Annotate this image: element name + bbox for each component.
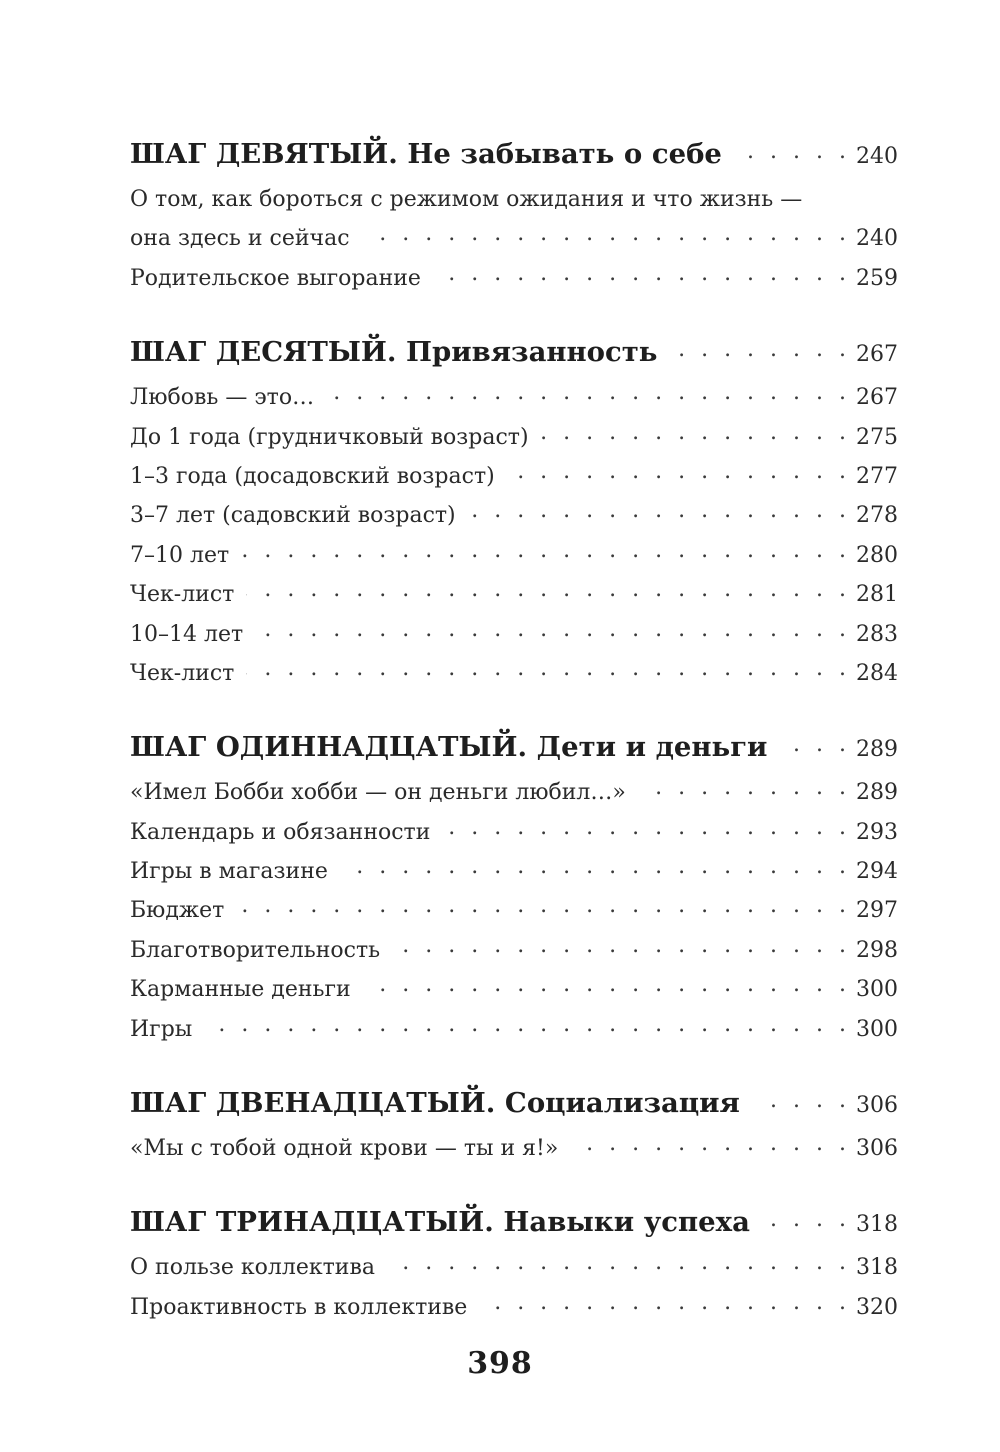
dot-leader: [779, 734, 846, 756]
page-number: 240: [856, 226, 898, 252]
entry-title: Проактивность в коллективе: [130, 1294, 468, 1320]
page-number: 318: [856, 1255, 898, 1281]
dot-leader: [442, 817, 846, 839]
toc-entry[interactable]: [130, 1288, 898, 1327]
toc-section-step-13: [130, 1196, 898, 1327]
dot-leader: [387, 1252, 846, 1274]
page-number: 281: [856, 582, 898, 608]
entry-title: Любовь — это…: [130, 385, 315, 411]
dot-leader: [669, 339, 846, 361]
entry-title: О пользе коллектива: [130, 1255, 375, 1281]
entry-title: 3–7 лет (садовский возраст): [130, 503, 456, 529]
page-number: 280: [856, 542, 898, 568]
dot-leader: [204, 1014, 846, 1036]
entry-title: 7–10 лет: [130, 542, 230, 568]
toc-section-step-10: [130, 326, 898, 693]
page-number: 306: [856, 1136, 898, 1162]
page-number: 277: [856, 463, 898, 489]
entry-title: 1–3 года (досадовский возраст): [130, 463, 495, 489]
dot-leader: [638, 777, 846, 799]
toc-entry[interactable]: [130, 852, 898, 891]
toc-entry[interactable]: [130, 575, 898, 614]
entry-title: «Имел Бобби хобби — он деньги любил…»: [130, 780, 626, 806]
entry-title: 10–14 лет: [130, 621, 244, 647]
section-heading[interactable]: [130, 1196, 898, 1248]
section-title: ШАГ ДЕВЯТЫЙ. Не забывать о себе: [130, 138, 722, 170]
page-number: 297: [856, 898, 898, 924]
dot-leader: [255, 619, 846, 641]
page-number: 318: [856, 1212, 898, 1238]
entry-title: Бюджет: [130, 898, 225, 924]
toc-entry[interactable]: [130, 219, 898, 258]
page-number: 240: [856, 144, 898, 169]
page-number: 284: [856, 660, 898, 686]
dot-leader: [340, 856, 846, 878]
section-heading[interactable]: [130, 128, 898, 180]
dot-leader: [762, 1209, 846, 1231]
entry-title: Чек-лист: [130, 660, 235, 686]
section-heading[interactable]: [130, 1077, 898, 1129]
page-number: 293: [856, 819, 898, 845]
toc-entry[interactable]: [130, 654, 898, 693]
dot-leader: [246, 579, 846, 601]
dot-leader: [752, 1090, 846, 1112]
section-title: ШАГ ДЕСЯТЫЙ. Привязанность: [130, 336, 658, 369]
entry-title: Игры: [130, 1016, 193, 1042]
page-number: 275: [856, 424, 898, 450]
toc-entry[interactable]: [130, 1248, 898, 1287]
toc-entry[interactable]: [130, 773, 898, 812]
dot-leader: [246, 658, 846, 680]
dot-leader: [363, 974, 846, 996]
page-number: 289: [856, 737, 898, 763]
entry-title: Карманные деньги: [130, 977, 351, 1003]
toc-entry[interactable]: [130, 418, 898, 457]
section-title: ШАГ ОДИННАДЦАТЫЙ. Дети и деньги: [130, 731, 768, 764]
page-number: 300: [856, 1016, 898, 1042]
page-number: 267: [856, 385, 898, 411]
entry-title: Родительское выгорание: [130, 265, 421, 291]
toc-entry[interactable]: [130, 457, 898, 496]
page-number: 306: [856, 1093, 898, 1119]
table-of-contents: [130, 128, 898, 1355]
toc-entry[interactable]: [130, 259, 898, 298]
dot-leader: [392, 935, 846, 957]
section-title: ШАГ ТРИНАДЦАТЫЙ. Навыки успеха: [130, 1206, 750, 1239]
toc-entry[interactable]: [130, 931, 898, 970]
section-heading[interactable]: [130, 326, 898, 378]
toc-entry[interactable]: [130, 615, 898, 654]
toc-entry[interactable]: [130, 813, 898, 852]
toc-entry[interactable]: [130, 1010, 898, 1049]
page-number: 298: [856, 937, 898, 963]
toc-entry[interactable]: [130, 970, 898, 1009]
toc-section-step-9: [130, 128, 898, 298]
entry-title: Чек-лист: [130, 582, 235, 608]
page-number: 320: [856, 1294, 898, 1320]
dot-leader: [468, 500, 846, 522]
dot-leader: [507, 461, 846, 483]
dot-leader: [362, 223, 846, 245]
toc-entry[interactable]: [130, 891, 898, 930]
dot-leader: [326, 382, 846, 404]
dot-leader: [241, 540, 846, 562]
dot-leader: [734, 141, 846, 163]
page-number: 278: [856, 503, 898, 529]
entry-title: До 1 года (грудничковый возраст): [130, 424, 529, 450]
section-heading[interactable]: [130, 721, 898, 773]
page-number: 267: [856, 342, 898, 368]
page-number: 294: [856, 859, 898, 885]
entry-title: «Мы с тобой одной крови — ты и я!»: [130, 1136, 559, 1162]
dot-leader: [433, 263, 846, 285]
page-number: 283: [856, 621, 898, 647]
toc-section-step-12: [130, 1077, 898, 1168]
dot-leader: [541, 422, 846, 444]
toc-entry[interactable]: [130, 496, 898, 535]
page-number: 300: [856, 977, 898, 1003]
dot-leader: [236, 895, 846, 917]
page-footer-number: 398: [467, 1346, 533, 1381]
entry-title: Благотворительность: [130, 937, 381, 963]
toc-section-step-11: [130, 721, 898, 1049]
dot-leader: [479, 1292, 846, 1314]
entry-title: она здесь и сейчас: [130, 226, 350, 252]
toc-entry[interactable]: [130, 1129, 898, 1168]
entry-title: Календарь и обязанности: [130, 819, 431, 845]
section-title: ШАГ ДВЕНАДЦАТЫЙ. Социализация: [130, 1087, 740, 1120]
toc-entry[interactable]: [130, 536, 898, 575]
page-number: 289: [856, 780, 898, 806]
dot-leader: [570, 1133, 846, 1155]
entry-title: Игры в магазине: [130, 859, 328, 885]
page-number: 259: [856, 265, 898, 291]
toc-entry[interactable]: [130, 378, 898, 417]
entry-title-line[interactable]: О том, как бороться с режимом ожидания и что жизнь —: [130, 187, 803, 212]
